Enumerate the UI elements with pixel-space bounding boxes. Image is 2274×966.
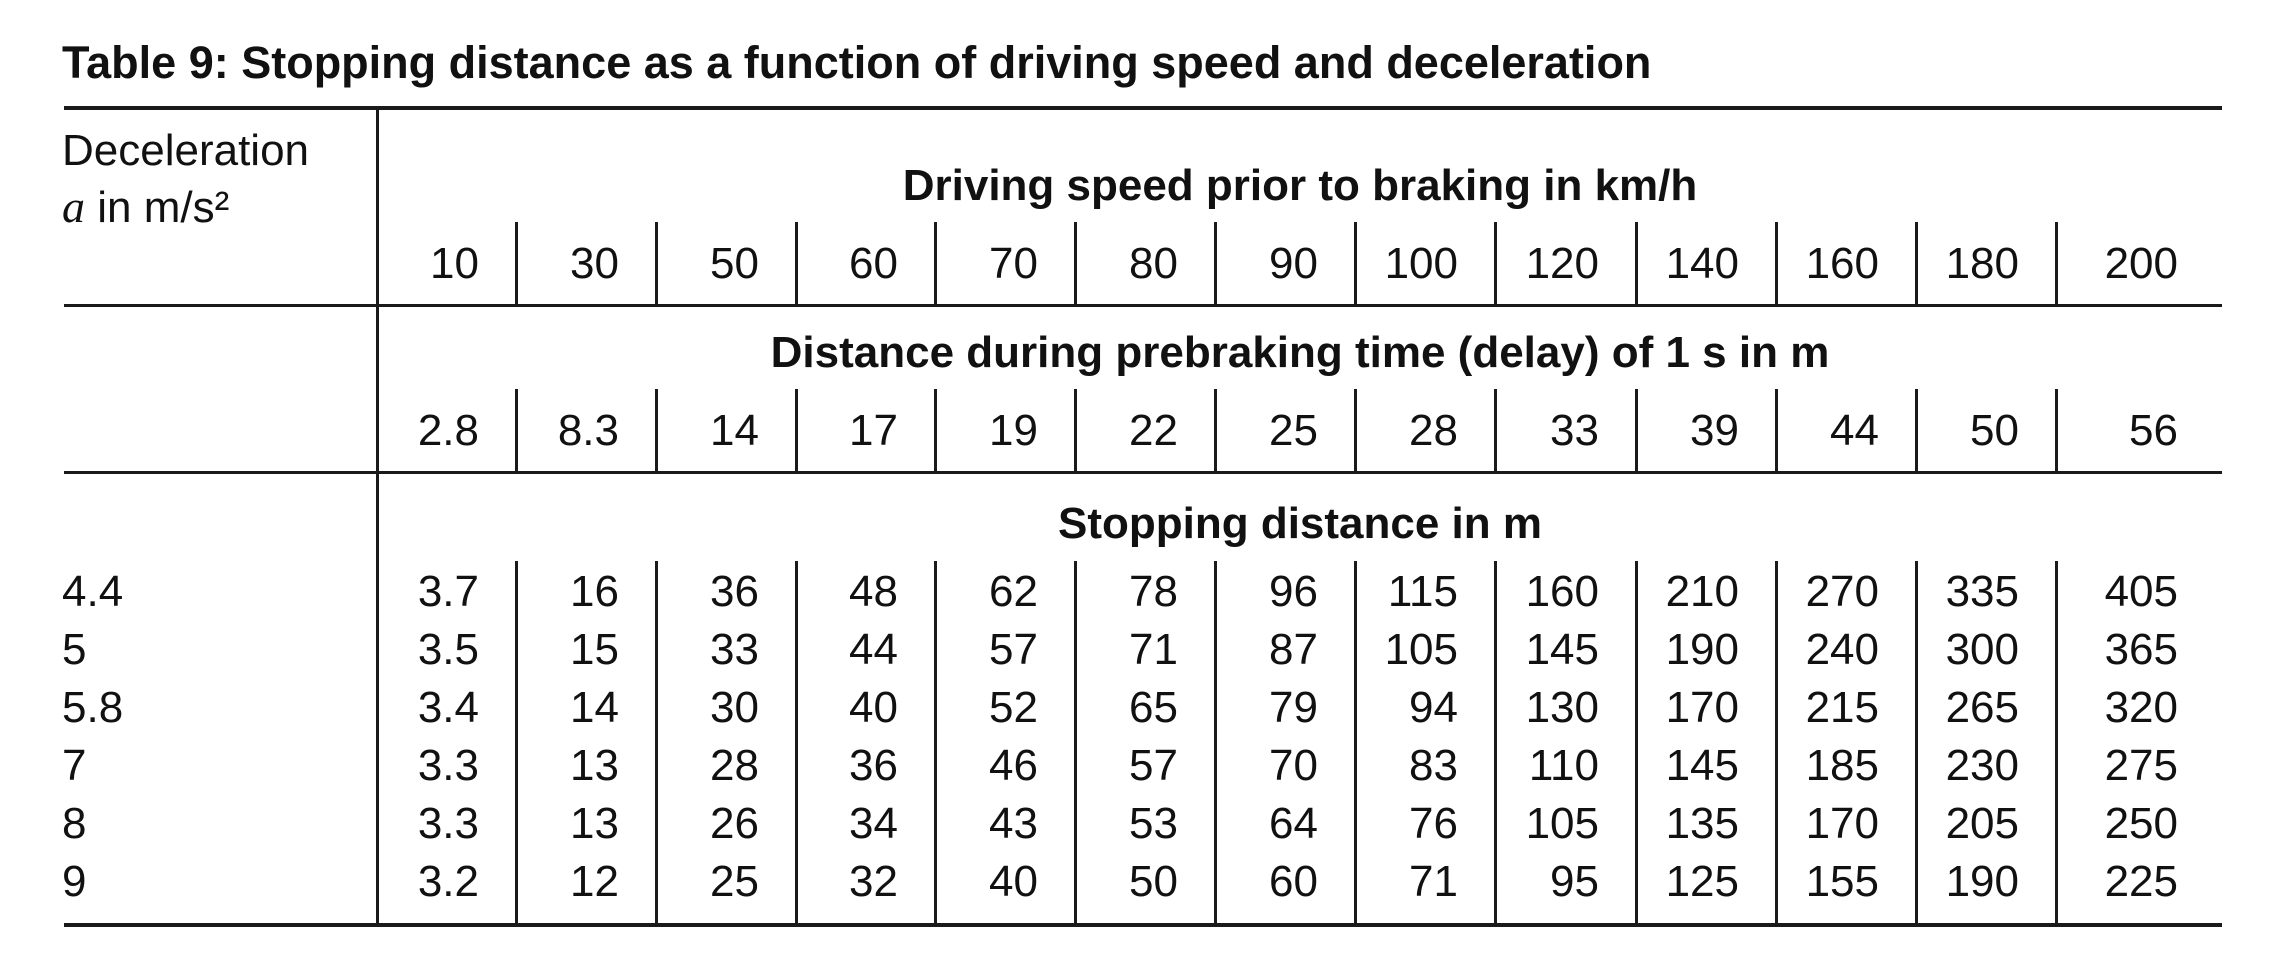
deceleration-row-label: 5.8	[62, 683, 124, 732]
corner-label-deceleration: Deceleration	[62, 126, 310, 175]
prebraking-distance-cell: 33	[1550, 406, 1599, 455]
stopping-distance-cell: 3.7	[417, 567, 479, 616]
stopping-distance-cell: 50	[1129, 857, 1178, 906]
stopping-distance-cell: 240	[1805, 625, 1879, 674]
speed-header-cell: 180	[1945, 239, 2019, 288]
stopping-distance-cell: 26	[710, 799, 759, 848]
stopping-distance-cell: 215	[1805, 683, 1879, 732]
corner-symbol: a	[62, 181, 85, 232]
stopping-distance-cell: 185	[1805, 741, 1879, 790]
stopping-distance-cell: 130	[1525, 683, 1599, 732]
stopping-distance-cell: 210	[1665, 567, 1739, 616]
stopping-distance-cell: 12	[570, 857, 619, 906]
stopping-distance-cell: 48	[849, 567, 898, 616]
stopping-distance-cell: 25	[710, 857, 759, 906]
stopping-distance-cell: 95	[1550, 857, 1599, 906]
stopping-distance-cell: 170	[1805, 799, 1879, 848]
stopping-distance-cell: 65	[1129, 683, 1178, 732]
speed-header-cell: 200	[2104, 239, 2178, 288]
prebraking-section-rule	[64, 471, 2222, 474]
stopping-distance-cell: 40	[989, 857, 1038, 906]
speed-header-cell: 160	[1805, 239, 1879, 288]
prebraking-distance-cell: 17	[849, 406, 898, 455]
stopping-distance-cell: 190	[1665, 625, 1739, 674]
prebraking-distance-cell: 28	[1409, 406, 1458, 455]
stopping-distance-cell: 105	[1525, 799, 1599, 848]
stopping-distance-cell: 125	[1665, 857, 1739, 906]
prebraking-distance-cell: 56	[2129, 406, 2178, 455]
speed-header-cell: 50	[710, 239, 759, 288]
stopping-distance-cell: 87	[1269, 625, 1318, 674]
prebraking-distance-cell: 50	[1970, 406, 2019, 455]
deceleration-row-label: 9	[62, 857, 87, 906]
stopping-distance-cell: 265	[1945, 683, 2019, 732]
top-rule	[64, 106, 2222, 110]
stopping-distance-cell: 205	[1945, 799, 2019, 848]
deceleration-row-label: 8	[62, 799, 87, 848]
stopping-distance-cell: 83	[1409, 741, 1458, 790]
stopping-distance-cell: 3.3	[417, 799, 479, 848]
stopping-distance-cell: 335	[1945, 567, 2019, 616]
stopping-distance-cell: 71	[1129, 625, 1178, 674]
bottom-rule	[64, 923, 2222, 927]
stopping-distance-cell: 36	[710, 567, 759, 616]
stopping-distance-cell: 230	[1945, 741, 2019, 790]
stopping-distance-cell: 96	[1269, 567, 1318, 616]
prebraking-section-title: Distance during prebraking time (delay) of 1 s in m	[770, 328, 1830, 377]
stopping-distance-cell: 78	[1129, 567, 1178, 616]
stopping-distance-cell: 40	[849, 683, 898, 732]
prebraking-distance-cell: 44	[1830, 406, 1879, 455]
stopping-distance-cell: 79	[1269, 683, 1318, 732]
stopping-distance-cell: 32	[849, 857, 898, 906]
speed-header-cell: 60	[849, 239, 898, 288]
stopping-column-divider	[2055, 561, 2058, 923]
stopping-distance-cell: 405	[2104, 567, 2178, 616]
speed-header-cell: 70	[989, 239, 1038, 288]
speed-header-cell: 140	[1665, 239, 1739, 288]
deceleration-row-label: 4.4	[62, 567, 124, 616]
stopping-distance-cell: 28	[710, 741, 759, 790]
corner-label-unit	[62, 180, 229, 235]
stopping-distance-cell: 30	[710, 683, 759, 732]
stopping-distance-cell: 52	[989, 683, 1038, 732]
stopping-distance-cell: 105	[1384, 625, 1458, 674]
stopping-distance-cell: 76	[1409, 799, 1458, 848]
deceleration-row-label: 5	[62, 625, 87, 674]
stopping-distance-cell: 160	[1525, 567, 1599, 616]
stopping-distance-cell: 300	[1945, 625, 2019, 674]
speed-section-rule	[64, 304, 2222, 307]
stopping-distance-cell: 190	[1945, 857, 2019, 906]
stopping-distance-cell: 36	[849, 741, 898, 790]
stopping-distance-cell: 250	[2104, 799, 2178, 848]
stopping-distance-cell: 57	[989, 625, 1038, 674]
speed-header-cell: 30	[570, 239, 619, 288]
prebraking-distance-cell: 25	[1269, 406, 1318, 455]
speed-header-cell: 100	[1384, 239, 1458, 288]
stopping-distance-cell: 170	[1665, 683, 1739, 732]
prebraking-distance-cell: 2.8	[417, 406, 479, 455]
stopping-distance-cell: 60	[1269, 857, 1318, 906]
stopping-distance-cell: 16	[570, 567, 619, 616]
stopping-distance-cell: 225	[2104, 857, 2178, 906]
stopping-distance-cell: 135	[1665, 799, 1739, 848]
stopping-distance-cell: 15	[570, 625, 619, 674]
stopping-distance-cell: 3.3	[417, 741, 479, 790]
stopping-distance-cell: 13	[570, 741, 619, 790]
stopping-distance-cell: 115	[1387, 567, 1458, 616]
stopping-distance-cell: 71	[1409, 857, 1458, 906]
table-title: Table 9: Stopping distance as a function of driving speed and deceleration	[62, 37, 1652, 88]
stopping-distance-cell: 270	[1805, 567, 1879, 616]
stopping-distance-cell: 34	[849, 799, 898, 848]
stopping-distance-cell: 94	[1409, 683, 1458, 732]
speed-section-title: Driving speed prior to braking in km/h	[902, 161, 1698, 210]
prebraking-distance-cell: 39	[1690, 406, 1739, 455]
speed-header-cell: 120	[1525, 239, 1599, 288]
prebraking-distance-cell: 19	[989, 406, 1038, 455]
stopping-distance-cell: 62	[989, 567, 1038, 616]
stopping-distance-cell: 43	[989, 799, 1038, 848]
stopping-distance-cell: 3.2	[417, 857, 479, 906]
prebraking-distance-cell: 14	[710, 406, 759, 455]
stopping-distance-cell: 64	[1269, 799, 1318, 848]
stopping-distance-cell: 44	[849, 625, 898, 674]
stopping-distance-cell: 3.5	[417, 625, 479, 674]
stopping-distance-cell: 57	[1129, 741, 1178, 790]
stopping-distance-cell: 33	[710, 625, 759, 674]
stopping-distance-cell: 145	[1665, 741, 1739, 790]
speed-header-cell: 80	[1129, 239, 1178, 288]
stopping-distance-cell: 3.4	[417, 683, 479, 732]
corner-unit: in m/s²	[85, 183, 230, 232]
speed-header-cell: 90	[1269, 239, 1318, 288]
prebraking-column-divider	[2055, 389, 2058, 471]
stopping-distance-cell: 275	[2104, 741, 2178, 790]
stopping-distance-cell: 320	[2104, 683, 2178, 732]
stopping-distance-cell: 70	[1269, 741, 1318, 790]
prebraking-distance-cell: 22	[1129, 406, 1178, 455]
stopping-distance-cell: 13	[570, 799, 619, 848]
stopping-distance-cell: 155	[1805, 857, 1879, 906]
stopping-distance-cell: 365	[2104, 625, 2178, 674]
prebraking-distance-cell: 8.3	[557, 406, 619, 455]
stopping-distance-cell: 145	[1525, 625, 1599, 674]
stopping-distance-cell: 14	[570, 683, 619, 732]
stopping-distance-cell: 53	[1129, 799, 1178, 848]
deceleration-row-label: 7	[62, 741, 87, 790]
stopping-distance-cell: 110	[1528, 741, 1599, 790]
stopping-distance-cell: 46	[989, 741, 1038, 790]
speed-header-cell: 10	[430, 239, 479, 288]
stopping-section-title: Stopping distance in m	[1057, 499, 1543, 548]
speed-column-divider	[2055, 222, 2058, 304]
